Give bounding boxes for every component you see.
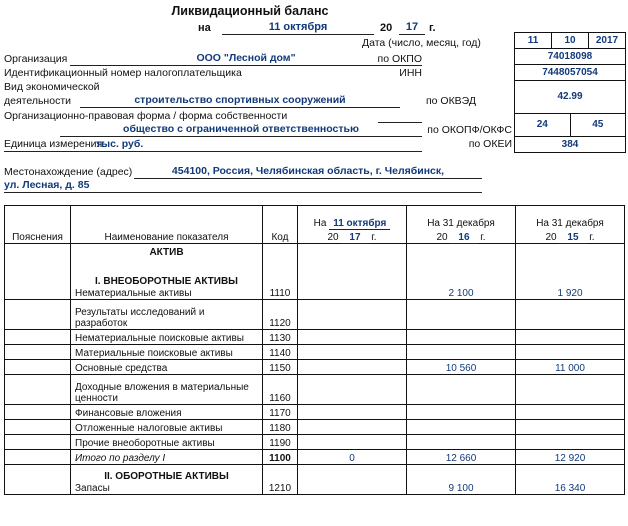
cell-value-col2[interactable]: 2 100	[407, 244, 516, 300]
address-label: Местонахождение (адрес)	[4, 166, 133, 178]
cell-value-col3[interactable]	[516, 420, 625, 435]
cell-name	[71, 244, 263, 300]
header-col1	[298, 206, 407, 244]
code-okopf-value[interactable]: 24	[515, 114, 571, 136]
section-2-title: II. ОБОРОТНЫЕ АКТИВЫ	[104, 471, 229, 482]
document-title: Ликвидационный баланс	[171, 4, 329, 18]
cell-value-col3[interactable]: 1 920	[516, 244, 625, 300]
cell-value-col2[interactable]	[407, 330, 516, 345]
code-okved-value[interactable]: 42.99	[557, 91, 583, 102]
header-notes: Пояснения	[5, 206, 71, 244]
cell-code: 1130	[263, 330, 298, 345]
cell-code: 1190	[263, 435, 298, 450]
code-row-okved	[515, 81, 625, 114]
table-row	[5, 345, 625, 360]
cell-value-col2[interactable]: 9 100	[407, 465, 516, 495]
cell-value-col2[interactable]: 12 660	[407, 450, 516, 465]
header-code: Код	[263, 206, 298, 244]
cell-value-col3[interactable]	[516, 300, 625, 330]
header-col3-year: 15	[559, 232, 586, 244]
header-col2-year-suffix: г.	[480, 232, 486, 243]
cell-name: Доходные вложения в материальные ценности	[71, 375, 263, 405]
okpo-label: по ОКПО	[377, 53, 422, 65]
cell-value-col2[interactable]	[407, 420, 516, 435]
cell-value-col1[interactable]	[298, 345, 407, 360]
table-row	[5, 375, 625, 405]
cell-notes[interactable]	[5, 345, 71, 360]
cell-code: 1120	[263, 300, 298, 330]
header-col3	[516, 206, 625, 244]
activity-field[interactable]	[80, 94, 400, 108]
code-row-inn	[515, 65, 625, 81]
cell-value-col3[interactable]	[516, 375, 625, 405]
legal-form-value: общество с ограниченной ответственностью	[123, 123, 359, 135]
cell-value-col3[interactable]: 11 000	[516, 360, 625, 375]
inn-label: Идентификационный номер налогоплательщика	[4, 67, 242, 79]
code-date-year[interactable]: 2017	[595, 35, 619, 46]
legal-form-field[interactable]	[60, 123, 422, 137]
header-name: Наименование показателя	[71, 206, 263, 244]
header-col3-year-prefix: 20	[545, 232, 557, 243]
code-date-month[interactable]: 10	[552, 33, 589, 48]
cell-notes[interactable]	[5, 420, 71, 435]
table-row	[5, 420, 625, 435]
cell-code: 1170	[263, 405, 298, 420]
row-label: Запасы	[75, 483, 110, 494]
row-label: Нематериальные активы	[75, 288, 192, 299]
code-okfs-value[interactable]: 45	[592, 119, 604, 130]
cell-notes[interactable]	[5, 465, 71, 495]
unit-rule	[4, 137, 422, 152]
address-field-line2[interactable]	[4, 179, 482, 193]
cell-value-col2[interactable]	[407, 300, 516, 330]
header-col2	[407, 206, 516, 244]
activity-label-line1: Вид экономической	[4, 81, 100, 93]
cell-code: 1110	[263, 244, 298, 300]
organization-value: ООО "Лесной дом"	[196, 52, 296, 64]
cell-name	[71, 465, 263, 495]
report-date-value[interactable]: 11 октября	[222, 21, 374, 35]
cell-name: Нематериальные поисковые активы	[71, 330, 263, 345]
date-on-label: на	[198, 22, 211, 34]
cell-value-col3[interactable]: 16 340	[516, 465, 625, 495]
table-row	[5, 330, 625, 345]
table-row-total	[5, 450, 625, 465]
table-row	[5, 300, 625, 330]
unit-value[interactable]: тыс. руб.	[96, 138, 144, 150]
header-col3-prefix: На 31 декабря	[536, 218, 604, 229]
cell-name: Основные средства	[71, 360, 263, 375]
code-row-okpo	[515, 49, 625, 65]
cell-name: Материальные поисковые активы	[71, 345, 263, 360]
code-row-date	[515, 33, 625, 49]
cell-code: 1150	[263, 360, 298, 375]
cell-code: 1100	[263, 450, 298, 465]
okved-label: по ОКВЭД	[425, 95, 476, 107]
table-row	[5, 360, 625, 375]
cell-code: 1180	[263, 420, 298, 435]
cell-value-col2[interactable]	[407, 435, 516, 450]
header-col1-year-prefix: 20	[327, 232, 339, 243]
cell-value-col1[interactable]	[298, 405, 407, 420]
cell-value-col1[interactable]	[298, 435, 407, 450]
address-value-line1: 454100, Россия, Челябинская область, г. Челябинск,	[171, 165, 445, 177]
cell-value-col1[interactable]: 0	[298, 450, 407, 465]
cell-value-col2[interactable]	[407, 375, 516, 405]
unit-label: Единица измерения:	[4, 138, 106, 150]
header-col1-prefix: На	[313, 218, 327, 229]
cell-value-col3[interactable]: 12 920	[516, 450, 625, 465]
date-caption: Дата (число, месяц, год)	[362, 37, 481, 49]
section-asset-title: АКТИВ	[149, 247, 184, 258]
organization-label: Организация	[4, 53, 68, 65]
cell-value-col1[interactable]	[298, 420, 407, 435]
cell-notes[interactable]	[5, 300, 71, 330]
balance-table	[4, 205, 625, 495]
header-col1-year: 17	[341, 232, 368, 244]
legal-form-label: Организационно-правовая форма / форма собственности	[4, 110, 288, 122]
cell-code: 1140	[263, 345, 298, 360]
cell-notes[interactable]	[5, 330, 71, 345]
code-date-day[interactable]: 11	[515, 33, 552, 48]
header-col1-year-suffix: г.	[371, 232, 377, 243]
address-field-line1[interactable]	[134, 165, 482, 179]
header-col3-year-suffix: г.	[589, 232, 595, 243]
header-col2-year-prefix: 20	[436, 232, 448, 243]
code-okpo-value[interactable]: 74018098	[547, 51, 593, 62]
header-col1-date: 11 октября	[329, 218, 390, 230]
cell-notes[interactable]	[5, 244, 71, 300]
code-inn-value[interactable]: 7448057054	[542, 67, 598, 78]
cell-value-col3[interactable]	[516, 345, 625, 360]
okopf-label: по ОКОПФ/ОКФС	[427, 124, 512, 136]
header-col2-yearline	[411, 232, 511, 243]
year-suffix: г.	[429, 22, 436, 34]
inn-code-label: ИНН	[399, 67, 422, 79]
cell-value-col2[interactable]	[407, 405, 516, 420]
cell-value-col2[interactable]: 10 560	[407, 360, 516, 375]
activity-label-line2: деятельности	[4, 95, 71, 107]
report-year-value[interactable]: 17	[399, 21, 425, 35]
code-okei-value[interactable]: 384	[561, 139, 579, 150]
cell-name: Итого по разделу I	[71, 450, 263, 465]
cell-name: Отложенные налоговые активы	[71, 420, 263, 435]
code-box	[514, 32, 626, 153]
activity-value: строительство спортивных сооружений	[134, 94, 346, 106]
header-col1-yearline	[302, 232, 402, 243]
cell-name: Финансовые вложения	[71, 405, 263, 420]
cell-value-col2[interactable]	[407, 345, 516, 360]
cell-value-col1[interactable]	[298, 330, 407, 345]
legal-form-rule-right	[378, 109, 422, 123]
section-1-title: I. ВНЕОБОРОТНЫЕ АКТИВЫ	[95, 276, 238, 287]
cell-value-col3[interactable]	[516, 330, 625, 345]
table-row	[5, 405, 625, 420]
cell-value-col3[interactable]	[516, 405, 625, 420]
cell-notes[interactable]	[5, 375, 71, 405]
code-row-okei	[515, 137, 625, 152]
table-header-row	[5, 206, 625, 244]
okei-label: по ОКЕИ	[468, 138, 512, 150]
header-col3-yearline	[520, 232, 620, 243]
cell-value-col1[interactable]	[298, 300, 407, 330]
cell-notes[interactable]	[5, 435, 71, 450]
table-row	[5, 465, 625, 495]
table-row	[5, 244, 625, 300]
header-col2-year: 16	[450, 232, 477, 244]
cell-value-col1[interactable]	[298, 244, 407, 300]
code-row-okopf	[515, 114, 625, 137]
cell-name: Результаты исследований и разработок	[71, 300, 263, 330]
cell-code: 1160	[263, 375, 298, 405]
cell-value-col1[interactable]	[298, 375, 407, 405]
cell-code: 1210	[263, 465, 298, 495]
cell-notes[interactable]	[5, 405, 71, 420]
cell-notes[interactable]	[5, 450, 71, 465]
cell-notes[interactable]	[5, 360, 71, 375]
header-col2-prefix: На 31 декабря	[427, 218, 495, 229]
table-row	[5, 435, 625, 450]
cell-value-col1[interactable]	[298, 360, 407, 375]
cell-value-col3[interactable]	[516, 435, 625, 450]
year-prefix: 20	[380, 22, 393, 34]
cell-value-col1[interactable]	[298, 465, 407, 495]
cell-name: Прочие внеоборотные активы	[71, 435, 263, 450]
address-value-line2: ул. Лесная, д. 85	[4, 179, 90, 191]
